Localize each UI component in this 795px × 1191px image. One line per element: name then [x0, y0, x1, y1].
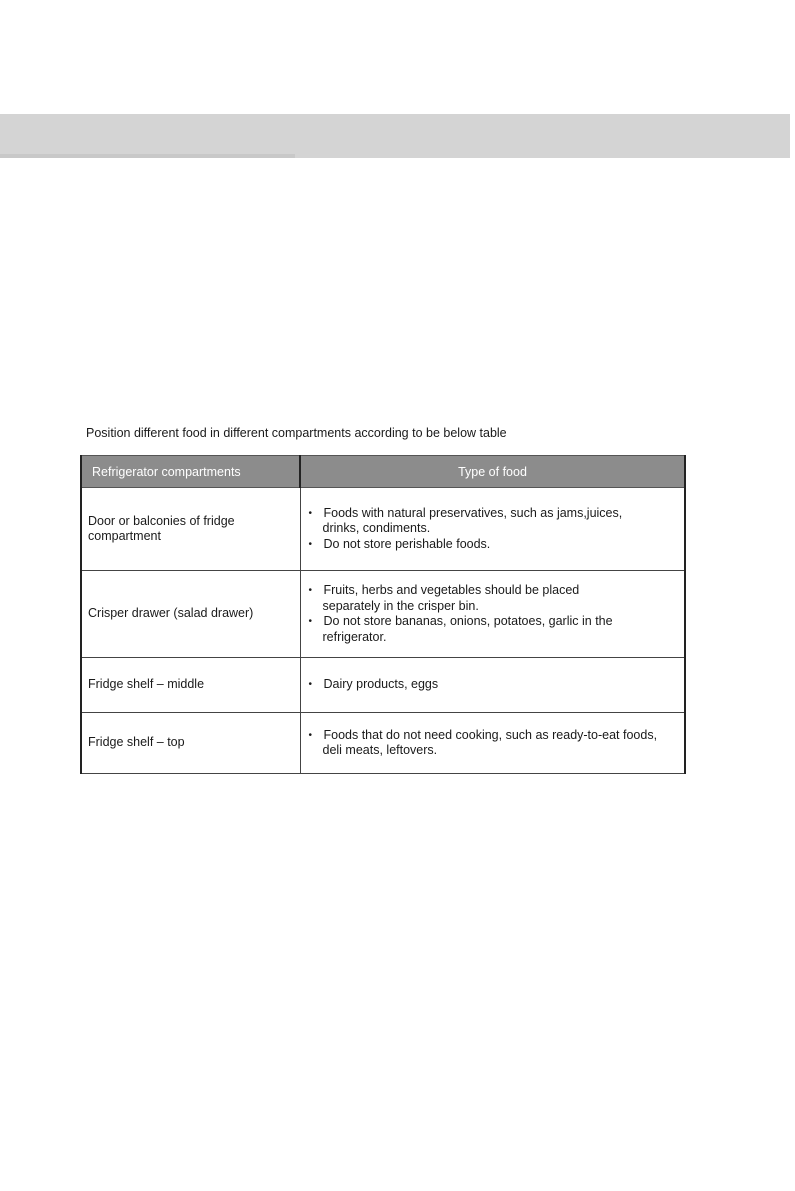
- food-cell: [300, 713, 685, 774]
- table-row: [81, 713, 685, 774]
- compartment-line: Door or balconies of fridge: [88, 513, 235, 528]
- food-item: • Do not store bananas, onions, potatoes, garlic in the: [308, 614, 613, 628]
- food-item-continuation: deli meats, leftovers.: [322, 743, 438, 757]
- food-item: • Foods that do not need cooking, such as ready-to-eat foods,: [308, 727, 658, 742]
- compartment-line: Crisper drawer (salad drawer): [88, 606, 254, 621]
- compartment-cell: [81, 713, 300, 774]
- bullet-icon: •: [308, 538, 313, 550]
- section-header-band: [0, 114, 790, 158]
- food-cell: [300, 571, 685, 658]
- food-item: • Dairy products, eggs: [308, 677, 439, 692]
- bullet-icon: •: [308, 585, 313, 596]
- food-item: • Do not store perishable foods.: [308, 536, 491, 551]
- food-cell: [300, 488, 685, 571]
- intro-text: Position different food in different compartments according to be below table: [86, 426, 507, 440]
- compartment-line: compartment: [88, 529, 161, 543]
- header-compartments: Refrigerator compartments: [81, 456, 300, 488]
- header-type-of-food: Type of food: [300, 456, 685, 488]
- bullet-icon: •: [308, 507, 313, 519]
- compartment-line: Fridge shelf – top: [88, 735, 185, 750]
- food-item-continuation: separately in the crisper bin.: [322, 598, 479, 613]
- bullet-icon: •: [308, 729, 313, 741]
- table-row: [81, 488, 685, 571]
- food-item-continuation: refrigerator.: [322, 629, 387, 644]
- bullet-icon: •: [308, 616, 313, 627]
- food-storage-table: [80, 455, 686, 774]
- compartment-cell: [81, 571, 300, 658]
- compartment-cell: [81, 488, 300, 571]
- compartment-cell: [81, 658, 300, 713]
- table-row: [81, 658, 685, 713]
- section-header-shade: [0, 154, 295, 158]
- table-row: [81, 571, 685, 658]
- food-cell: [300, 658, 685, 713]
- compartment-line: Fridge shelf – middle: [88, 677, 205, 692]
- food-item: • Fruits, herbs and vegetables should be placed: [308, 583, 580, 597]
- food-item-continuation: drinks, condiments.: [322, 521, 431, 536]
- food-item: • Foods with natural preservatives, such as jams,juices,: [308, 505, 623, 520]
- bullet-icon: •: [308, 679, 313, 691]
- table-header-row: [81, 456, 685, 488]
